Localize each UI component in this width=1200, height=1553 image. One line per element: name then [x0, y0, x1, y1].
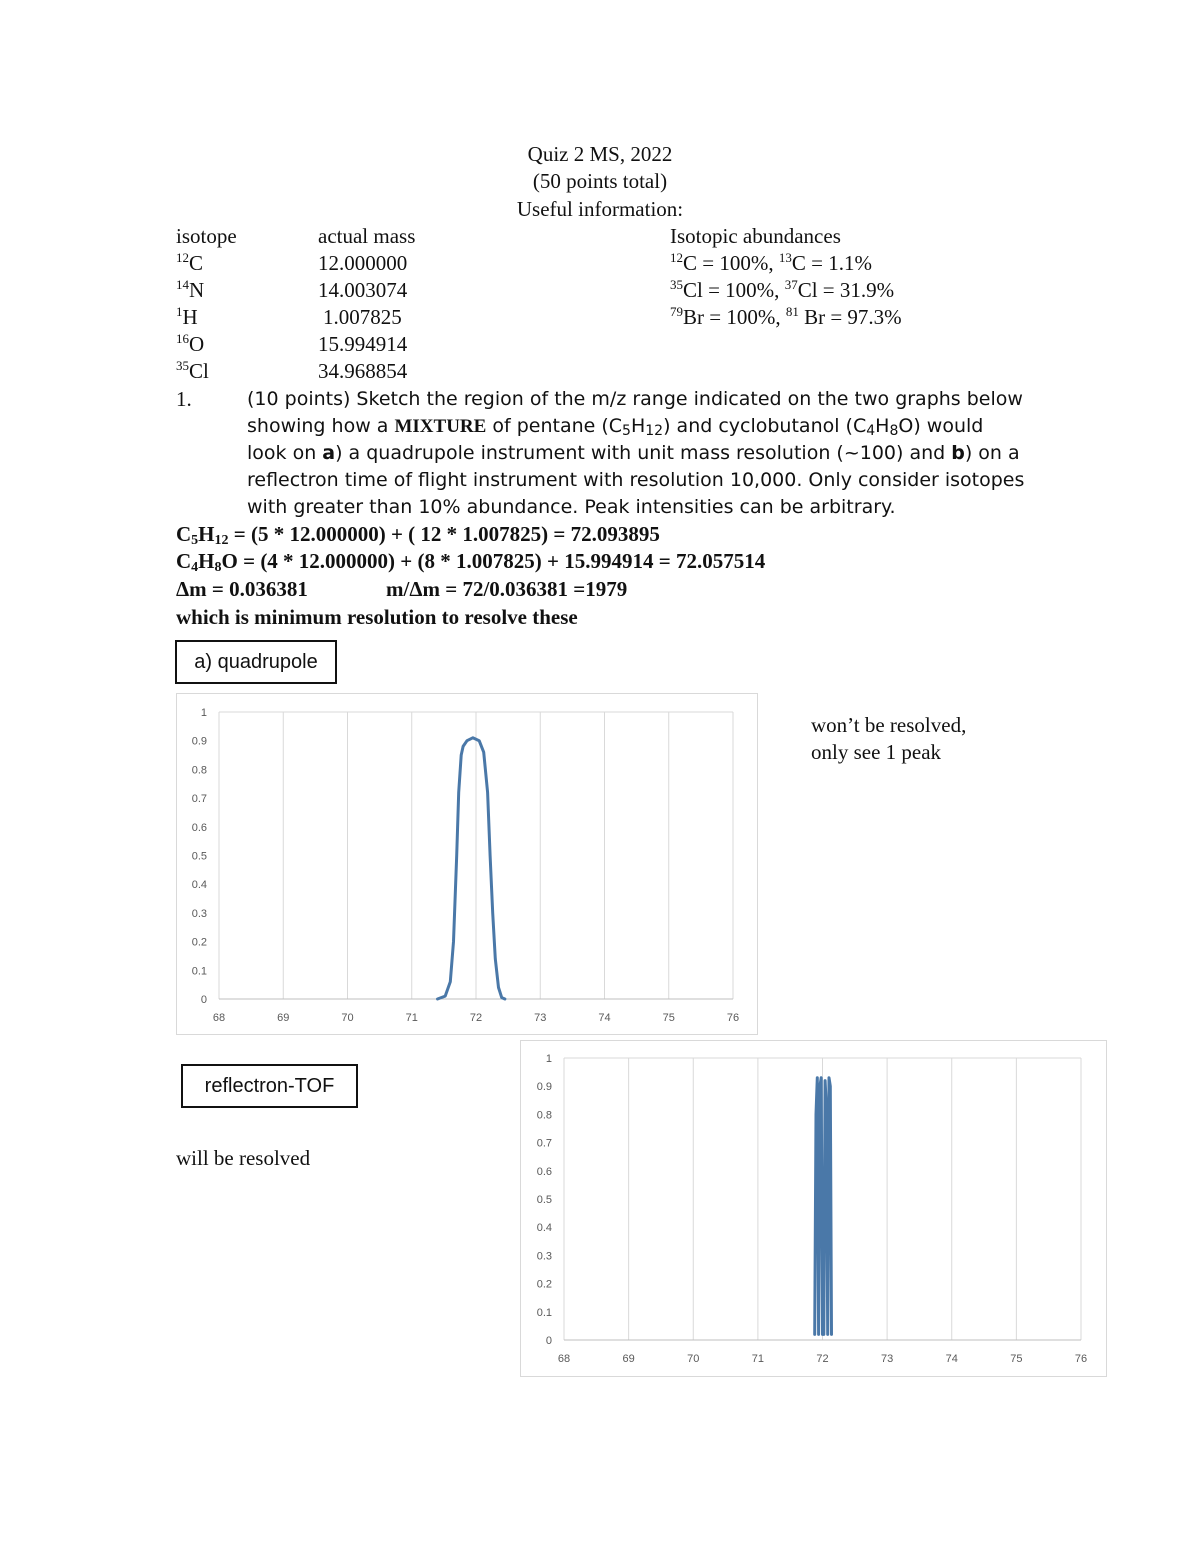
- x-tick-label: 71: [405, 1012, 418, 1024]
- y-tick-label: 0.8: [191, 764, 207, 777]
- reflectron-tof-label-box: reflectron-TOF: [181, 1064, 358, 1108]
- question-line-3: look on a) a quadrupole instrument with unit mass resolution (~100) and b) on a: [247, 442, 1020, 464]
- x-tick-label: 74: [598, 1012, 611, 1024]
- y-tick-label: 0: [545, 1335, 552, 1347]
- y-tick-label: 0.9: [536, 1081, 552, 1094]
- x-tick-label: 75: [1010, 1353, 1023, 1365]
- x-tick-label: 69: [277, 1012, 290, 1024]
- abundance-chlorine: $^{35}$Cl = 100%, $^{37}$Cl = 31.9%: [670, 277, 895, 302]
- y-tick-label: 0.6: [191, 821, 207, 834]
- y-tick-label: 0.4: [536, 1222, 552, 1235]
- y-tick-label: 0.2: [536, 1278, 552, 1291]
- mass-h1: 1.007825: [323, 305, 402, 329]
- y-tick-label: 0.4: [191, 879, 207, 892]
- answer-cyclobutanol-mass: $C_4H_8O = (4 * 12.000000) + (8 * 1.007825) + 15.994914 = 72.057514$: [176, 549, 766, 575]
- quadrupole-chart: [176, 693, 758, 1035]
- x-tick-label: 73: [534, 1012, 547, 1024]
- abundance-bromine: $^{79}$Br = 100%, $^{81}$ Br = 97.3%: [670, 304, 902, 329]
- series-line-mixture: [815, 1078, 832, 1335]
- x-tick-label: 76: [726, 1012, 740, 1024]
- x-tick-label: 75: [662, 1012, 675, 1024]
- y-tick-label: 0.5: [536, 1194, 552, 1206]
- x-tick-label: 74: [945, 1353, 958, 1365]
- y-tick-label: 0.2: [191, 936, 207, 949]
- x-tick-label: 68: [557, 1353, 571, 1365]
- y-tick-label: 0: [200, 994, 207, 1006]
- isotope-h1: $^1$H: [176, 304, 198, 329]
- y-tick-label: 0.8: [536, 1109, 552, 1122]
- x-tick-label: 76: [1074, 1353, 1088, 1365]
- y-tick-label: 0.7: [536, 1137, 552, 1150]
- isotope-o16: $^{16}$O: [176, 331, 205, 356]
- reflectron-note: will be resolved: [176, 1146, 311, 1170]
- x-tick-label: 69: [622, 1353, 635, 1365]
- answer-delta-m: Δm = 0.036381: [176, 577, 308, 601]
- question-number: 1.: [176, 387, 192, 411]
- question-line-1: (10 points) Sketch the region of the m/z range indicated on the two graphs below: [247, 388, 1023, 410]
- page-title: Quiz 2 MS, 2022: [527, 142, 673, 166]
- isotope-c12: $^{12}$C: [176, 250, 204, 275]
- x-tick-label: 73: [881, 1353, 894, 1365]
- reflectron-tof-chart-svg: [521, 1041, 1106, 1376]
- x-tick-label: 70: [687, 1353, 700, 1365]
- quadrupole-label-box: a) quadrupole: [175, 640, 337, 684]
- mass-c12: 12.000000: [318, 251, 408, 275]
- useful-info-heading: Useful information:: [516, 197, 684, 221]
- points-total: (50 points total): [532, 169, 668, 193]
- y-tick-label: 1: [545, 1053, 552, 1065]
- mass-n14: 14.003074: [318, 278, 408, 302]
- question-line-2: showing how a MIXTURE of pentane $(C_5H_{12})$ and cyclobutanol $(C_4H_8O)$ would: [247, 415, 984, 439]
- answer-pentane-mass: $C_5H_{12} = (5 * 12.000000)$ + ( 12 * 1.007825) = 72.093895: [176, 522, 660, 548]
- quadrupole-note-line-1: won’t be resolved,: [811, 713, 967, 737]
- y-tick-label: 0.1: [191, 965, 207, 978]
- isotope-n14: $^{14}$N: [176, 277, 205, 302]
- y-tick-label: 1: [200, 707, 207, 719]
- x-tick-label: 68: [212, 1012, 226, 1024]
- y-tick-label: 0.5: [191, 850, 207, 863]
- y-tick-label: 0.1: [536, 1306, 552, 1319]
- quadrupole-chart-svg: [177, 694, 757, 1034]
- answer-resolution: m/Δm = 72/0.036381 =1979: [386, 577, 628, 601]
- abundance-carbon: $^{12}$C = 100%, $^{13}$C = 1.1%: [670, 250, 872, 275]
- answer-conclusion: which is minimum resolution to resolve these: [176, 605, 578, 629]
- col-isotopic-abundances: Isotopic abundances: [670, 224, 841, 248]
- x-tick-label: 72: [469, 1012, 483, 1024]
- series-line-mixture: [438, 738, 505, 999]
- y-tick-label: 0.9: [191, 735, 207, 748]
- question-line-5: with greater than 10% abundance. Peak intensities can be arbitrary.: [247, 496, 896, 518]
- col-actual-mass: actual mass: [318, 224, 416, 248]
- reflectron-tof-chart: [520, 1040, 1107, 1377]
- y-tick-label: 0.3: [536, 1250, 552, 1263]
- quadrupole-note-line-2: only see 1 peak: [811, 740, 942, 764]
- y-tick-label: 0.7: [191, 793, 207, 806]
- x-tick-label: 72: [816, 1353, 829, 1365]
- isotope-cl35: $^{35}$Cl: [176, 358, 209, 383]
- question-line-4: reflectron time of flight instrument with resolution 10,000. Only consider isotopes: [247, 469, 1025, 491]
- mass-o16: 15.994914: [318, 332, 408, 356]
- y-tick-label: 0.6: [536, 1165, 552, 1178]
- x-tick-label: 71: [751, 1353, 764, 1365]
- x-tick-label: 70: [341, 1012, 354, 1024]
- y-tick-label: 0.3: [191, 907, 207, 920]
- col-isotope: isotope: [176, 224, 237, 248]
- mass-cl35: 34.968854: [318, 359, 408, 383]
